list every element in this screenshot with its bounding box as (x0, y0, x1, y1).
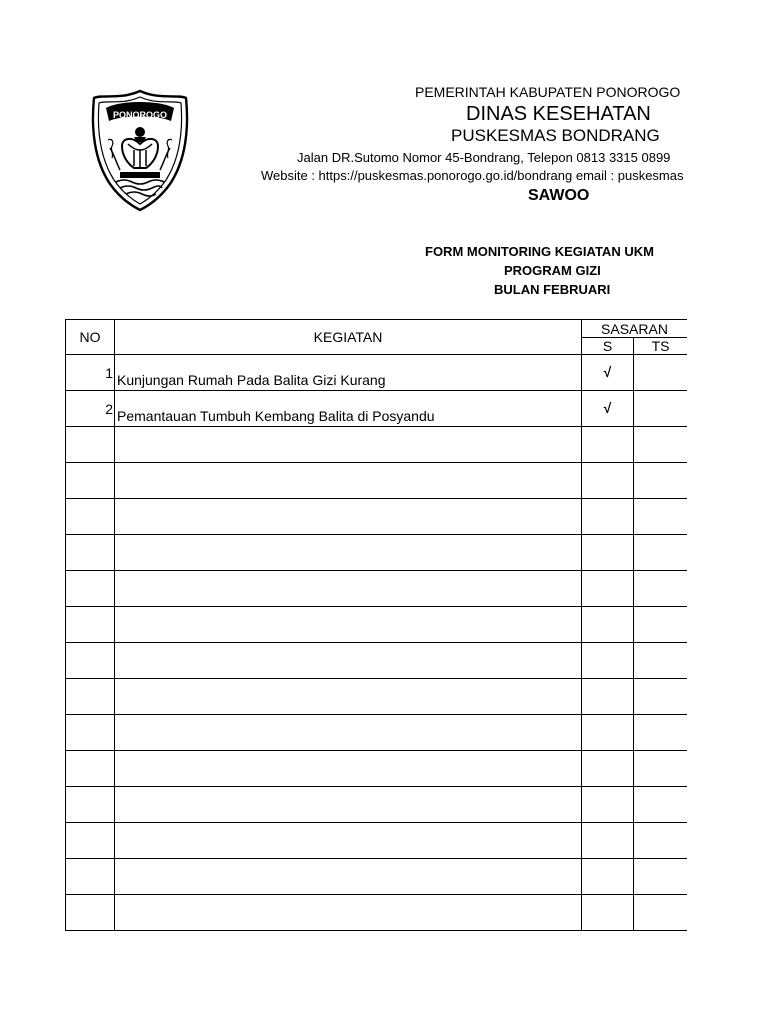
period-title: BULAN FEBRUARI (494, 282, 611, 297)
row-activity (115, 679, 582, 715)
row-target-ts (634, 859, 688, 895)
row-number (66, 427, 115, 463)
table-row (66, 679, 688, 715)
row-target-s (582, 823, 634, 859)
row-number: 2 (66, 391, 115, 427)
row-target-ts (634, 823, 688, 859)
header-activity: KEGIATAN (115, 320, 582, 355)
header-target-ts: TS (634, 338, 688, 355)
row-target-s (582, 751, 634, 787)
row-target-ts (634, 535, 688, 571)
table-row (66, 355, 688, 391)
row-target-ts (634, 715, 688, 751)
row-target-s (582, 679, 634, 715)
facility-web-email: Website : https://puskesmas.ponorogo.go.id/bondrang email : puskesmas (261, 168, 684, 183)
header-no: NO (66, 320, 115, 355)
row-number (66, 499, 115, 535)
row-activity (115, 499, 582, 535)
row-target-ts (634, 463, 688, 499)
row-number (66, 643, 115, 679)
row-target-ts (634, 607, 688, 643)
row-target-s (582, 535, 634, 571)
district-name: SAWOO (528, 187, 590, 204)
government-name: PEMERINTAH KABUPATEN PONOROGO (415, 84, 681, 100)
row-target-s (582, 607, 634, 643)
table-row (66, 715, 688, 751)
row-activity (115, 463, 582, 499)
row-number (66, 787, 115, 823)
row-activity (115, 607, 582, 643)
row-target-s (582, 643, 634, 679)
ponorogo-regency-crest-icon (90, 88, 190, 212)
row-target-ts (634, 571, 688, 607)
header-target-s: S (582, 338, 634, 355)
header-target: SASARAN (582, 320, 688, 338)
row-target-s: √ (582, 391, 634, 427)
row-number (66, 607, 115, 643)
table-row (66, 859, 688, 895)
row-activity (115, 643, 582, 679)
row-target-s (582, 427, 634, 463)
row-target-s (582, 859, 634, 895)
row-activity: Kunjungan Rumah Pada Balita Gizi Kurang (115, 355, 582, 391)
row-target-ts (634, 895, 688, 931)
crest-banner-text: PONOROGO (112, 110, 168, 120)
row-target-s (582, 895, 634, 931)
row-activity (115, 859, 582, 895)
table-row (66, 463, 688, 499)
row-activity (115, 751, 582, 787)
table-row (66, 535, 688, 571)
form-title: FORM MONITORING KEGIATAN UKM (425, 244, 654, 259)
table-row (66, 571, 688, 607)
row-activity (115, 427, 582, 463)
facility-address: Jalan DR.Sutomo Nomor 45-Bondrang, Telepon 0813 3315 0899 (297, 150, 671, 165)
table-row (66, 391, 688, 427)
table-row (66, 895, 688, 931)
table-row (66, 751, 688, 787)
row-target-s (582, 787, 634, 823)
monitoring-table (65, 319, 687, 931)
table-row (66, 823, 688, 859)
table-row (66, 427, 688, 463)
row-target-ts (634, 427, 688, 463)
row-target-ts (634, 355, 688, 391)
row-activity (115, 571, 582, 607)
row-number (66, 823, 115, 859)
table-row (66, 787, 688, 823)
row-number (66, 535, 115, 571)
row-target-ts (634, 787, 688, 823)
row-target-s: √ (582, 355, 634, 391)
row-target-s (582, 463, 634, 499)
row-number (66, 859, 115, 895)
row-activity: Pemantauan Tumbuh Kembang Balita di Posyandu (115, 391, 582, 427)
row-target-ts (634, 643, 688, 679)
row-number (66, 679, 115, 715)
row-number (66, 571, 115, 607)
row-number (66, 715, 115, 751)
row-target-ts (634, 391, 688, 427)
row-activity (115, 715, 582, 751)
row-target-ts (634, 751, 688, 787)
row-target-ts (634, 679, 688, 715)
row-target-s (582, 571, 634, 607)
row-activity (115, 787, 582, 823)
row-number (66, 463, 115, 499)
row-target-ts (634, 499, 688, 535)
table-row (66, 607, 688, 643)
table-row (66, 499, 688, 535)
row-number: 1 (66, 355, 115, 391)
row-activity (115, 895, 582, 931)
row-activity (115, 535, 582, 571)
facility-name: PUSKESMAS BONDRANG (451, 126, 660, 145)
program-title: PROGRAM GIZI (504, 263, 601, 278)
row-number (66, 895, 115, 931)
row-number (66, 751, 115, 787)
agency-name: DINAS KESEHATAN (466, 103, 651, 125)
row-target-s (582, 715, 634, 751)
row-activity (115, 823, 582, 859)
table-row (66, 643, 688, 679)
row-target-s (582, 499, 634, 535)
